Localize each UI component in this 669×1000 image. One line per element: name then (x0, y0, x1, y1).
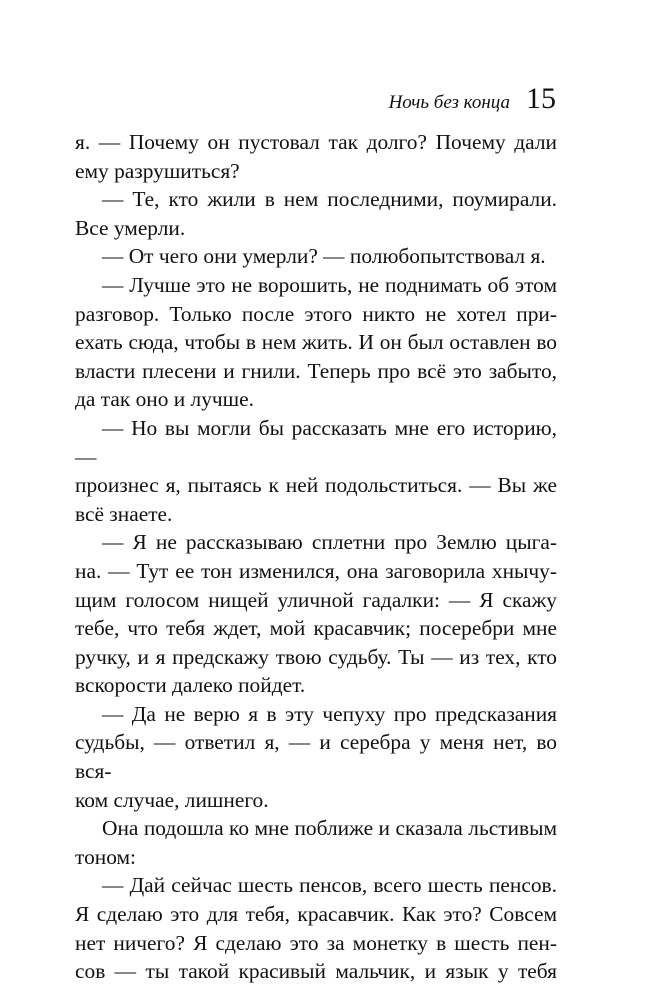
text-line: — Но вы могли бы рассказать мне его историю, — (75, 415, 557, 469)
text-line: нет ничего? Я сделаю это за монетку в шесть пен- (75, 930, 557, 955)
text-line: — Да не верю я в эту чепуху про предсказания (102, 701, 557, 726)
text-line: всё знаете. (75, 501, 173, 526)
text-line: сов — ты такой красивый мальчик, и язык у тебя (75, 959, 557, 984)
body-text (75, 128, 557, 986)
text-line: произнес я, пытаясь к ней подольститься. — Вы же (75, 473, 557, 498)
text-line: ком случае, лишнего. (75, 787, 269, 812)
text-line: судьбы, — ответил я, — и серебра у меня нет, во вся- (75, 730, 557, 784)
text-line: — Дай сейчас шесть пенсов, всего шесть пенсов. (102, 873, 557, 898)
text-line: да так оно и лучше. (75, 387, 254, 412)
text-line: Все умерли. (75, 215, 186, 240)
running-head (389, 82, 556, 116)
running-title: Ночь без конца (388, 92, 510, 113)
page-number: 15 (526, 82, 556, 115)
text-line: — Те, кто жили в нем последними, поумирали. (102, 187, 557, 212)
text-line: на. — Тут ее тон изменился, она заговорила хнычу- (75, 558, 557, 583)
text-line: вскорости далеко пойдет. (75, 673, 306, 698)
text-line: ручку, и я предскажу твою судьбу. Ты — из тех, кто (75, 644, 557, 669)
text-line: ехать сюда, чтобы в нем жить. И он был оставлен во (75, 330, 557, 355)
text-line: я. — Почему он пустовал так долго? Почему дали (75, 130, 557, 154)
text-line: тебе, что тебя ждет, мой красавчик; посеребри мне (75, 616, 557, 641)
text-line: разговор. Только после этого никто не хотел при- (75, 301, 557, 326)
text-line: тоном: (75, 844, 136, 869)
text-line: Я сделаю это для тебя, красавчик. Как это? Совсем (75, 902, 557, 927)
text-line: — От чего они умерли? — полюбопытствовал я. (102, 244, 546, 269)
text-line: власти плесени и гнили. Теперь про всё это забыто, (75, 358, 557, 383)
text-line: щим голосом нищей уличной гадалки: — Я скажу (75, 587, 557, 612)
text-line: ему разрушиться? (75, 158, 240, 183)
text-line: — Лучше это не ворошить, не поднимать об этом (102, 272, 557, 297)
text-line: — Я не рассказываю сплетни про Землю цыга- (102, 530, 557, 555)
text-line: Она подошла ко мне поближе и сказала льстивым (102, 816, 557, 841)
